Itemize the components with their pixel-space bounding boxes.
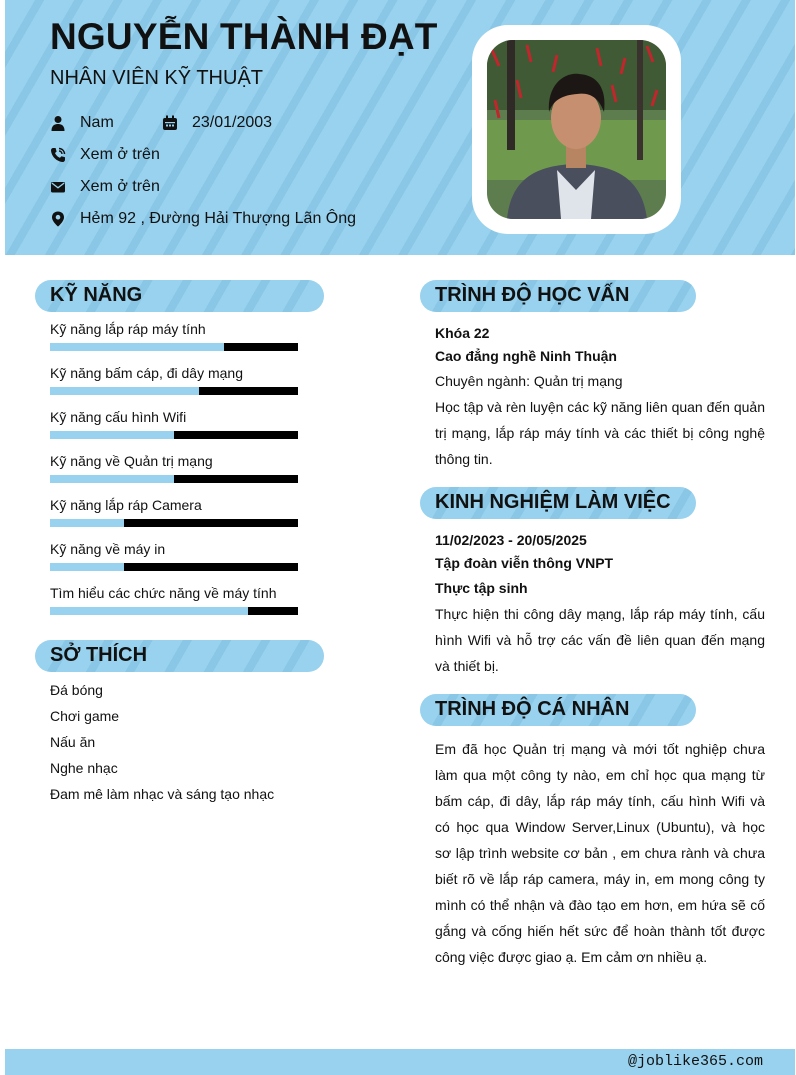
education-description: Học tập và rèn luyện các kỹ năng liên quan đến quản trị mạng, lắp ráp máy tính và các thiết bị công nghệ thông tin.: [435, 399, 766, 467]
education-course: Khóa 22: [435, 325, 490, 341]
address-row: [50, 208, 356, 230]
experience-description: Thực hiện thi công dây mạng, lắp ráp máy tính, cấu hình Wifi và hỗ trợ các vấn đề liên quan đến mạng và thiết bị.: [435, 606, 765, 674]
hobby-item: Chơi game: [50, 708, 120, 724]
watermark-text: @joblike365.com: [627, 1053, 763, 1070]
skill-bar: [50, 475, 298, 483]
skill-bar-fill: [50, 563, 124, 571]
skill-label: Kỹ năng về máy in: [50, 541, 166, 557]
skill-bar-fill: [50, 475, 174, 483]
skill-bar: [50, 343, 298, 351]
skill-label: Tìm hiểu các chức năng về máy tính: [50, 585, 277, 601]
hobby-item: Nấu ăn: [50, 734, 96, 750]
skill-bar-fill: [50, 387, 199, 395]
hobbies-heading: [35, 640, 324, 672]
skill-bar: [50, 387, 298, 395]
experience-period: 11/02/2023 - 20/05/2025: [435, 532, 587, 548]
hobbies-heading-text: SỞ THÍCH: [50, 644, 148, 666]
calendar-icon: [162, 115, 178, 131]
skill-bar: [50, 519, 298, 527]
envelope-icon: [50, 179, 66, 195]
email-value: Xem ở trên: [80, 178, 160, 195]
dob-value: 23/01/2003: [192, 114, 273, 131]
experience-heading-text: KINH NGHIỆM LÀM VIỆC: [435, 491, 671, 513]
phone-value: Xem ở trên: [80, 146, 160, 163]
person-icon: [50, 115, 66, 131]
education-heading: [420, 280, 696, 312]
skill-bar: [50, 563, 298, 571]
header-banner: [5, 0, 795, 255]
footer-bar: [5, 1049, 795, 1075]
education-heading-text: TRÌNH ĐỘ HỌC VẤN: [435, 284, 630, 306]
hobby-item: Đá bóng: [50, 682, 103, 698]
personal-heading: [420, 694, 696, 726]
skills-heading-text: KỸ NĂNG: [50, 284, 143, 306]
phone-row: [50, 144, 160, 166]
dob-row: [162, 112, 272, 134]
experience-company: Tập đoàn viễn thông VNPT: [435, 555, 614, 571]
skill-label: Kỹ năng lắp ráp Camera: [50, 497, 202, 513]
skill-label: Kỹ năng bấm cáp, đi dây mạng: [50, 365, 244, 381]
phone-icon: [50, 147, 66, 163]
skill-bar: [50, 431, 298, 439]
personal-heading-text: TRÌNH ĐỘ CÁ NHÂN: [435, 698, 630, 720]
education-school: Cao đẳng nghề Ninh Thuận: [435, 348, 617, 364]
hobby-item: Nghe nhạc: [50, 760, 118, 776]
skill-bar-fill: [50, 519, 124, 527]
hobby-item: Đam mê làm nhạc và sáng tạo nhạc: [50, 786, 275, 802]
skill-bar-fill: [50, 607, 248, 615]
skill-bar: [50, 607, 298, 615]
email-row: [50, 176, 160, 198]
skills-heading: [35, 280, 324, 312]
skill-bar-fill: [50, 343, 224, 351]
location-pin-icon: [50, 211, 66, 227]
education-major: Chuyên ngành: Quản trị mạng: [435, 373, 623, 389]
profile-photo-frame: [472, 25, 681, 234]
personal-description: Em đã học Quản trị mạng và mới tốt nghiệp chưa làm qua một công ty nào, em chỉ học qua mạng từ bấm cáp, đi dây, lắp ráp máy tính, cấu hình Wifi và có học qua Window Server,Linux (Ubuntu), và học sơ lập trình website cơ bản , em chưa rành và chưa biết rõ về lắp ráp camera, máy in, em mong công ty mình có thể nhận và đào tạo em hơn, em hứa sẽ cố gắng và cống hiến hết sức để hoàn thành tốt được công việc được giao ạ. Em cảm ơn nhiều ạ.: [435, 741, 765, 965]
skill-label: Kỹ năng cấu hình Wifi: [50, 409, 187, 425]
skill-label: Kỹ năng về Quản trị mạng: [50, 453, 213, 469]
experience-heading: [420, 487, 696, 519]
gender-value: Nam: [80, 114, 114, 131]
profile-photo: [487, 40, 666, 219]
experience-position: Thực tập sinh: [435, 580, 528, 596]
skill-label: Kỹ năng lắp ráp máy tính: [50, 321, 206, 337]
job-title: NHÂN VIÊN KỸ THUẬT: [50, 67, 263, 89]
address-value: Hẻm 92 , Đường Hải Thượng Lãn Ông: [80, 210, 357, 227]
skill-bar-fill: [50, 431, 174, 439]
candidate-name: NGUYỄN THÀNH ĐẠT: [50, 16, 438, 57]
gender-row: [50, 112, 114, 134]
